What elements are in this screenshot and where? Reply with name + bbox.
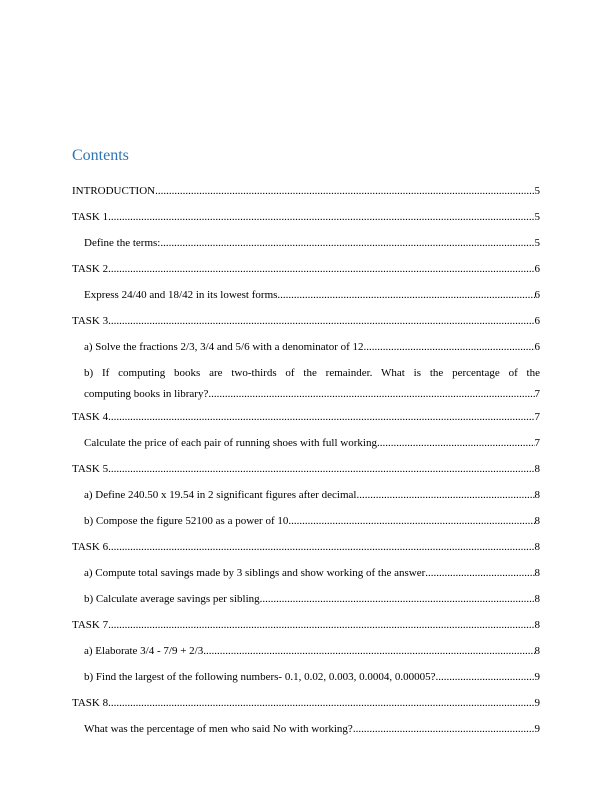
toc-page-number: 7 (534, 388, 540, 400)
toc-entry-label: TASK 5 (72, 463, 109, 475)
dot-leader (377, 437, 535, 450)
dot-leader (288, 515, 534, 528)
toc-page-number: 9 (534, 697, 540, 709)
toc-list (72, 166, 540, 746)
toc-entry-subheading[interactable] (72, 515, 540, 528)
toc-page-number: 8 (534, 541, 540, 553)
toc-page-number: 7 (534, 411, 540, 423)
toc-page-number: 6 (534, 263, 540, 275)
toc-entry-label: TASK 3 (72, 315, 109, 327)
toc-entry-label-line1: b) If computing books are two-thirds of the remainder. What is the percentage of the (84, 367, 540, 379)
dot-leader (108, 697, 534, 710)
toc-entry-subheading[interactable] (72, 567, 540, 580)
toc-entry-label: TASK 1 (72, 211, 109, 223)
toc-entry-label: TASK 7 (72, 619, 109, 631)
dot-leader (108, 263, 534, 276)
toc-entry-label: Calculate the price of each pair of running shoes with full working (84, 437, 377, 449)
toc-entry-subheading[interactable] (72, 437, 540, 450)
toc-page-number: 7 (534, 437, 540, 449)
toc-entry-subheading[interactable] (72, 363, 540, 405)
toc-page-number: 6 (534, 315, 540, 327)
dot-leader (356, 489, 534, 502)
toc-entry-heading[interactable] (72, 619, 540, 632)
dot-leader (108, 411, 534, 424)
toc-entry-subheading[interactable] (72, 593, 540, 606)
toc-entry-label: a) Elaborate 3/4 - 7/9 + 2/3 (84, 645, 204, 657)
toc-page-number: 5 (534, 211, 540, 223)
toc-page-number: 9 (534, 723, 540, 735)
dot-leader (435, 671, 534, 684)
dot-leader (108, 315, 534, 328)
toc-entry-subheading[interactable] (72, 645, 540, 658)
toc-entry-subheading[interactable] (72, 237, 540, 250)
toc-entry-heading[interactable] (72, 697, 540, 710)
toc-entry-heading[interactable] (72, 463, 540, 476)
toc-page-number: 8 (534, 567, 540, 579)
toc-entry-label: What was the percentage of men who said No with working? (84, 723, 353, 735)
toc-entry-subheading[interactable] (72, 341, 540, 354)
toc-entry-heading[interactable] (72, 263, 540, 276)
dot-leader (353, 723, 535, 736)
dot-leader (155, 185, 534, 198)
toc-entry-label: b) Find the largest of the following numbers- 0.1, 0.02, 0.003, 0.0004, 0.00005? (84, 671, 436, 683)
toc-entry-label: a) Define 240.50 x 19.54 in 2 significant figures after decimal (84, 489, 357, 501)
toc-entry-heading[interactable] (72, 211, 540, 224)
toc-entry-subheading[interactable] (72, 723, 540, 736)
toc-entry-label: Define the terms: (84, 237, 161, 249)
toc-entry-label: a) Solve the fractions 2/3, 3/4 and 5/6 with a denominator of 12 (84, 341, 364, 353)
dot-leader (108, 211, 534, 224)
toc-page-number: 5 (534, 237, 540, 249)
toc-entry-label: TASK 6 (72, 541, 109, 553)
toc-entry-label: b) Calculate average savings per sibling (84, 593, 260, 605)
toc-entry-subheading[interactable] (72, 489, 540, 502)
dot-leader (277, 289, 534, 302)
toc-title: Contents (72, 147, 129, 164)
toc-page-number: 6 (534, 341, 540, 353)
dot-leader (108, 619, 534, 632)
dot-leader (108, 541, 534, 554)
dot-leader (108, 463, 534, 476)
toc-entry-label: b) Compose the figure 52100 as a power of 10 (84, 515, 289, 527)
toc-entry-label-line2: computing books in library? (84, 388, 209, 400)
toc-page-number: 6 (534, 289, 540, 301)
toc-entry-subheading[interactable] (72, 289, 540, 302)
toc-entry-label: TASK 2 (72, 263, 109, 275)
toc-entry-label: a) Compute total savings made by 3 siblings and show working of the answer (84, 567, 426, 579)
dot-leader (364, 341, 535, 354)
toc-entry-heading[interactable] (72, 315, 540, 328)
toc-entry-heading[interactable] (72, 541, 540, 554)
toc-entry-label: TASK 8 (72, 697, 109, 709)
dot-leader (425, 567, 534, 580)
table-of-contents (72, 146, 540, 746)
dot-leader (160, 237, 534, 250)
toc-entry-label: Express 24/40 and 18/42 in its lowest forms (84, 289, 278, 301)
toc-entry-subheading[interactable] (72, 671, 540, 684)
toc-page-number: 8 (534, 619, 540, 631)
dot-leader (260, 593, 535, 606)
toc-page-number: 8 (534, 489, 540, 501)
toc-page-number: 8 (534, 463, 540, 475)
toc-page-number: 8 (534, 645, 540, 657)
toc-page-number: 9 (534, 671, 540, 683)
toc-page-number: 5 (534, 185, 540, 197)
toc-entry-label: INTRODUCTION (72, 185, 156, 197)
toc-page-number: 8 (534, 593, 540, 605)
dot-leader (203, 645, 534, 658)
toc-entry-heading[interactable] (72, 411, 540, 424)
toc-page-number: 8 (534, 515, 540, 527)
dot-leader (208, 384, 534, 405)
toc-entry-heading[interactable] (72, 185, 540, 198)
toc-entry-label: TASK 4 (72, 411, 109, 423)
